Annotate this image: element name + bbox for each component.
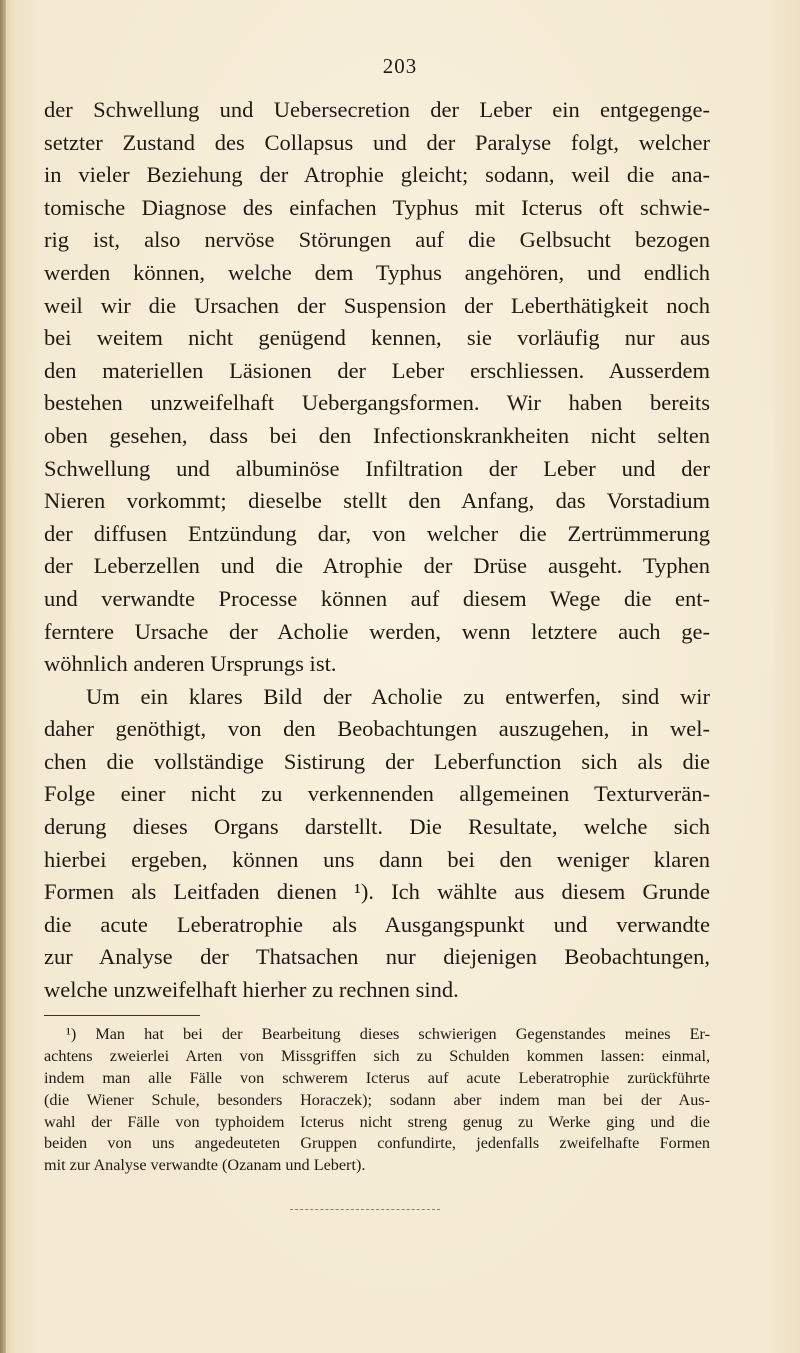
text-line: oben gesehen, dass bei den Infectionskrankheiten nicht selten bbox=[44, 422, 710, 448]
footnote-line: beiden von uns angedeuteten Gruppen confundirte, jedenfalls zweifelhafte Formen bbox=[44, 1134, 710, 1153]
main-text-block bbox=[44, 94, 710, 1007]
text-line: Um ein klares Bild der Acholie zu entwerfen, sind wir bbox=[86, 683, 710, 709]
text-line: daher genöthigt, von den Beobachtungen auszugehen, in wel- bbox=[44, 716, 710, 742]
text-line: Schwellung und albuminöse Infiltration der Leber und der bbox=[44, 455, 710, 481]
text-line: den materiellen Läsionen der Leber erschliessen. Ausserdem bbox=[44, 357, 710, 383]
page-spine-shadow bbox=[0, 0, 6, 1353]
text-line: Formen als Leitfaden dienen ¹). Ich wählte aus diesem Grunde bbox=[44, 879, 710, 905]
footnote-line: ¹) Man hat bei der Bearbeitung dieses schwierigen Gegenstandes meines Er- bbox=[66, 1025, 710, 1043]
text-line: die acute Leberatrophie als Ausgangspunkt und verwandte bbox=[44, 911, 710, 937]
footnote-line: indem man alle Fälle von schwerem Icterus auf acute Leberatrophie zurückführte bbox=[44, 1068, 710, 1087]
text-line: hierbei ergeben, können uns dann bei den weniger klaren bbox=[44, 846, 710, 872]
text-line: werden können, welche dem Typhus angehören, und endlich bbox=[44, 259, 710, 285]
text-line: bestehen unzweifelhaft Uebergangsformen. Wir haben bereits bbox=[44, 390, 710, 416]
footnote-line: (die Wiener Schule, besonders Horaczek); sodann aber indem man bei der Aus- bbox=[44, 1090, 710, 1109]
text-line: wöhnlich anderen Ursprungs ist. bbox=[44, 651, 337, 677]
footnote-divider bbox=[44, 1015, 200, 1016]
text-line: ferntere Ursache der Acholie werden, wenn letztere auch ge- bbox=[44, 618, 710, 644]
footnote-block bbox=[44, 1024, 710, 1177]
text-line: zur Analyse der Thatsachen nur diejenigen Beobachtungen, bbox=[44, 944, 710, 970]
footnote-line: wahl der Fälle von typhoidem Icterus nicht streng genug zu Werke ging und die bbox=[44, 1112, 710, 1131]
text-line: setzter Zustand des Collapsus und der Paralyse folgt, welcher bbox=[44, 129, 710, 155]
end-of-page-rule bbox=[290, 1209, 440, 1210]
footnote-line: mit zur Analyse verwandte (Ozanam und Lebert). bbox=[44, 1156, 366, 1175]
text-line: welche unzweifelhaft hierher zu rechnen sind. bbox=[44, 977, 459, 1003]
text-line: bei weitem nicht genügend kennen, sie vorläufig nur aus bbox=[44, 325, 710, 351]
page-number: 203 bbox=[382, 54, 418, 78]
text-line: chen die vollständige Sistirung der Leberfunction sich als die bbox=[44, 748, 710, 774]
text-line: rig ist, also nervöse Störungen auf die Gelbsucht bezogen bbox=[44, 227, 710, 253]
text-line: und verwandte Processe können auf diesem Wege die ent- bbox=[44, 585, 710, 611]
text-line: Folge einer nicht zu verkennenden allgemeinen Texturverän- bbox=[44, 781, 710, 807]
text-line: weil wir die Ursachen der Suspension der Leberthätigkeit noch bbox=[44, 292, 710, 318]
text-line: der Leberzellen und die Atrophie der Drüse ausgeht. Typhen bbox=[44, 553, 710, 579]
footnote-line: achtens zweierlei Arten von Missgriffen sich zu Schulden kommen lassen: einmal, bbox=[44, 1046, 710, 1065]
text-line: der diffusen Entzündung dar, von welcher die Zertrümmerung bbox=[44, 520, 710, 546]
text-line: in vieler Beziehung der Atrophie gleicht; sodann, weil die ana- bbox=[44, 162, 710, 188]
text-line: Nieren vorkommt; dieselbe stellt den Anfang, das Vorstadium bbox=[44, 488, 710, 514]
text-line: derung dieses Organs darstellt. Die Resultate, welche sich bbox=[44, 814, 710, 840]
text-line: tomische Diagnose des einfachen Typhus mit Icterus oft schwie- bbox=[44, 194, 710, 220]
text-line: der Schwellung und Uebersecretion der Leber ein entgegenge- bbox=[44, 97, 710, 122]
